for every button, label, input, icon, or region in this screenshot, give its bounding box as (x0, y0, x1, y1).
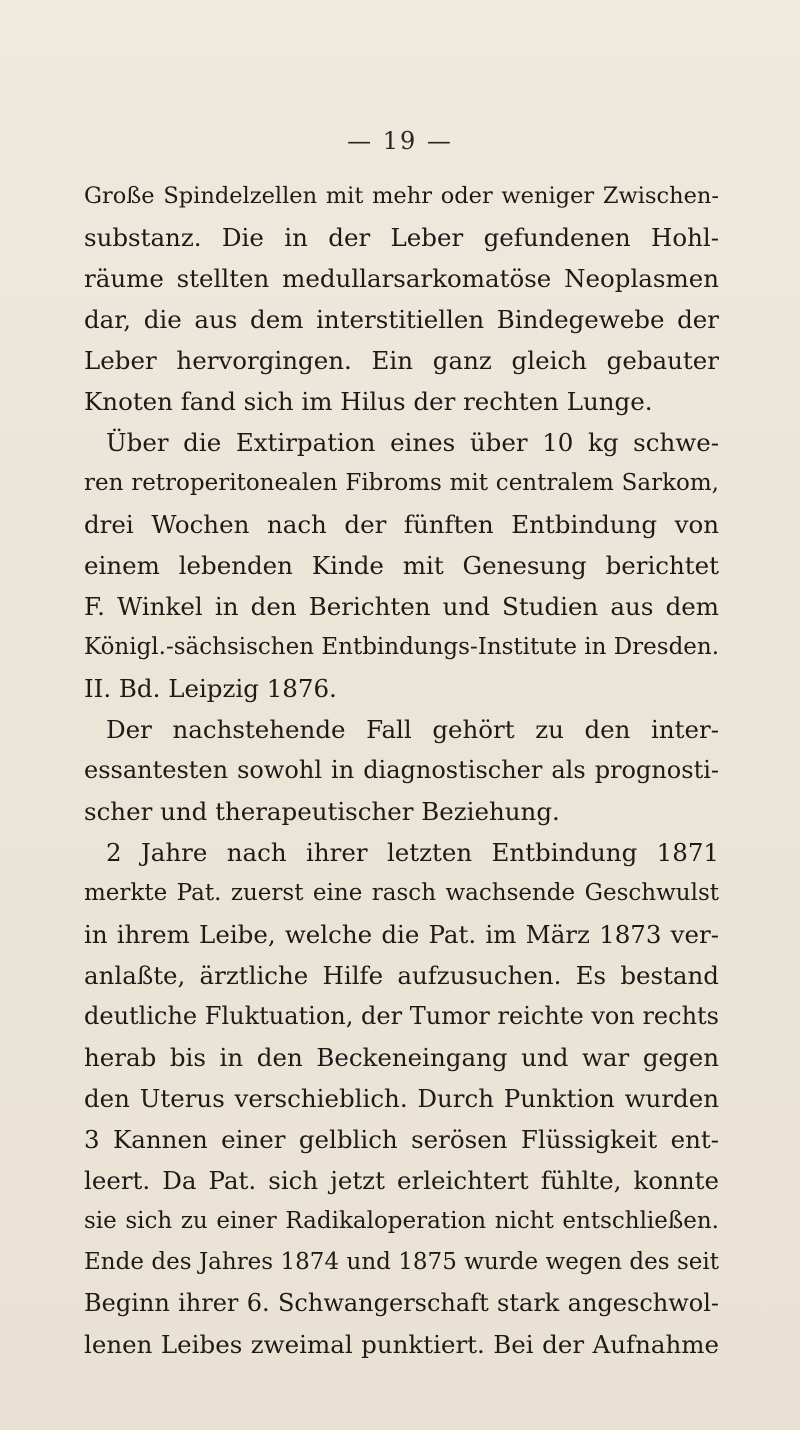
text-line: Leber hervorgingen. Ein ganz gleich gebauter (84, 346, 719, 375)
text-line: Über die Extirpation eines über 10 kg schwe- (106, 428, 719, 457)
text-line: leert. Da Pat. sich jetzt erleichtert fühlte, konnte (84, 1166, 719, 1195)
body-text (84, 176, 719, 1365)
text-line: ren retroperitonealen Fibroms mit centralem Sarkom, (84, 470, 719, 496)
text-line: herab bis in den Beckeneingang und war gegen (84, 1043, 719, 1072)
text-line: 2 Jahre nach ihrer letzten Entbindung 1871 (106, 838, 719, 867)
text-line: Königl.-sächsischen Entbindungs-Institute in Dresden. (84, 634, 719, 660)
text-line: einem lebenden Kinde mit Genesung berichtet (84, 551, 719, 580)
text-line: Große Spindelzellen mit mehr oder weniger Zwischen- (84, 183, 719, 209)
text-line: Beginn ihrer 6. Schwangerschaft stark angeschwol- (84, 1289, 719, 1317)
text-line: den Uterus verschieblich. Durch Punktion wurden (84, 1084, 719, 1113)
text-line: in ihrem Leibe, welche die Pat. im März 1873 ver- (84, 920, 719, 949)
page-number: — 19 — (347, 127, 453, 155)
text-line: scher und therapeutischer Beziehung. (84, 797, 560, 826)
text-line: räume stellten medullarsarkomatöse Neoplasmen (84, 264, 719, 293)
text-line: merkte Pat. zuerst eine rasch wachsende Geschwulst (84, 880, 719, 906)
text-line: substanz. Die in der Leber gefundenen Hohl- (84, 223, 719, 252)
text-line: II. Bd. Leipzig 1876. (84, 674, 337, 703)
text-line: drei Wochen nach der fünften Entbindung von (84, 510, 719, 539)
text-line: lenen Leibes zweimal punktiert. Bei der Aufnahme (84, 1330, 719, 1359)
text-line: Ende des Jahres 1874 und 1875 wurde wegen des seit (84, 1249, 719, 1275)
text-line: Der nachstehende Fall gehört zu den inter- (106, 715, 719, 744)
text-line: deutliche Fluktuation, der Tumor reichte von rechts (84, 1002, 719, 1030)
text-line: Knoten fand sich im Hilus der rechten Lunge. (84, 387, 653, 416)
text-line: dar, die aus dem interstitiellen Bindegewebe der (84, 305, 719, 334)
text-line: essantesten sowohl in diagnostischer als prognosti- (84, 756, 719, 784)
text-line: sie sich zu einer Radikaloperation nicht entschließen. (84, 1208, 719, 1234)
text-line: anlaßte, ärztliche Hilfe aufzusuchen. Es bestand (84, 961, 719, 990)
text-line: 3 Kannen einer gelblich serösen Flüssigkeit ent- (84, 1125, 719, 1154)
text-line: F. Winkel in den Berichten und Studien aus dem (84, 592, 719, 621)
